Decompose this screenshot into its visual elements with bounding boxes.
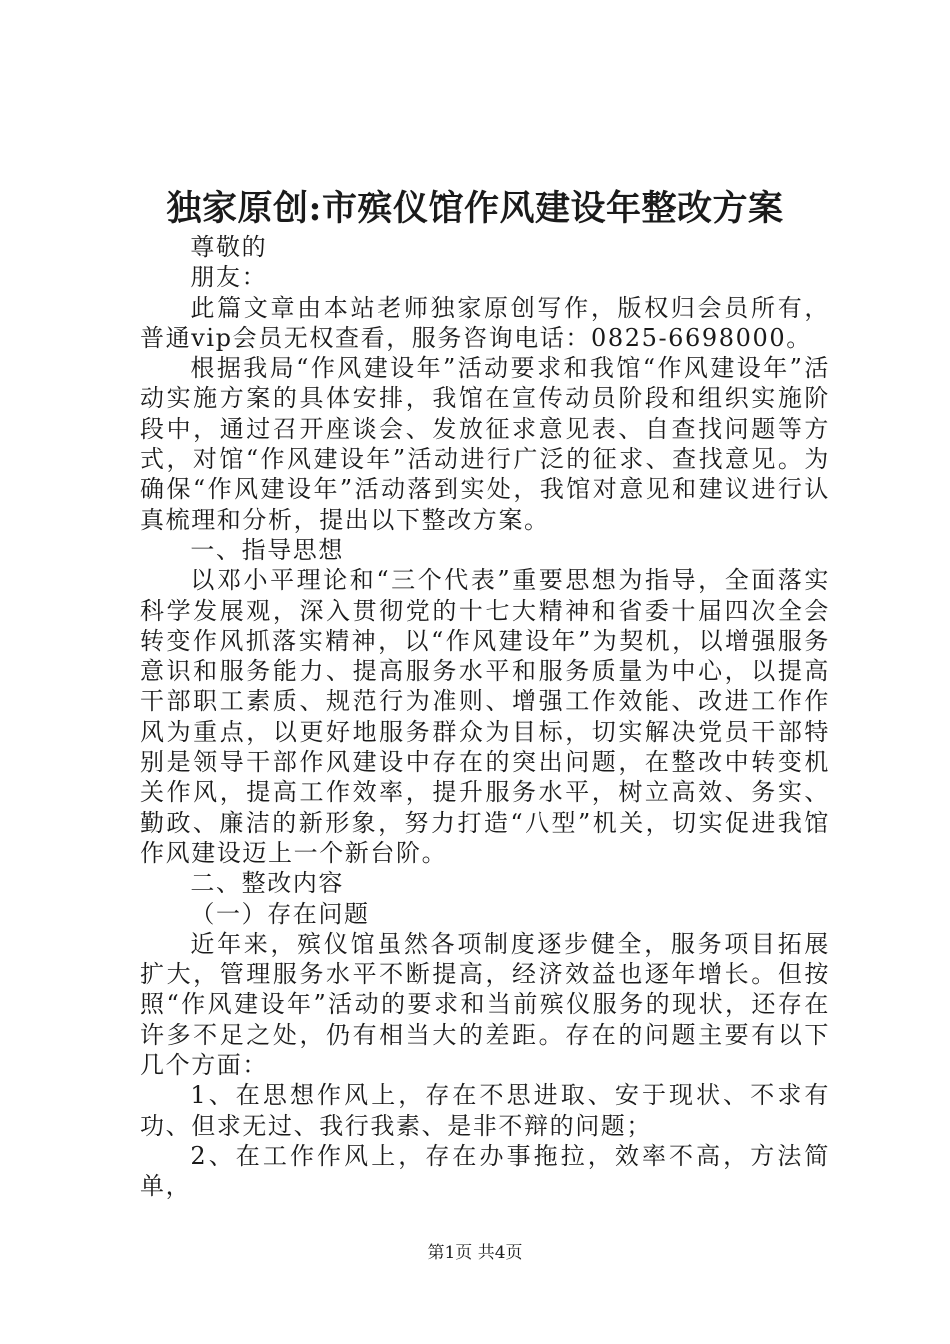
problem-item-1: 1、在思想作风上，存在不思进取、安于现状、不求有功、但求无过、我行我素、是非不辩的问题； [140, 1081, 830, 1140]
intro-paragraph: 根据我局“作风建设年”活动要求和我馆“作风建设年”活动实施方案的具体安排，我馆在宣传动员阶段和组织实施阶段中，通过召开座谈会、发放征求意见表、自查找问题等方式，对馆“作风建设年”活动进行广泛的征求、查找意见。为确保“作风建设年”活动落到实处，我馆对意见和建议进行认真梳理和分析，提出以下整改方案。 [140, 354, 830, 534]
section-heading-guiding-ideology: 一、指导思想 [190, 535, 344, 564]
problem-item-2: 2、在工作作风上，存在办事拖拉，效率不高，方法简单， [140, 1141, 830, 1201]
page-number-footer: 第1页 共4页 [427, 1243, 523, 1263]
existing-problems-paragraph: 近年来，殡仪馆虽然各项制度逐步健全，服务项目拓展扩大，管理服务水平不断提高，经济效益也逐年增长。但按照“作风建设年”活动的要求和当前殡仪服务的现状，还存在许多不足之处，仍有相当大的差距。存在的问题主要有以下几个方面： [140, 929, 830, 1080]
copyright-notice: 此篇文章由本站老师独家原创写作，版权归会员所有，普通vip会员无权查看，服务咨询电话：0825-6698000。 [140, 293, 830, 352]
subsection-heading-existing-problems: （一）存在问题 [190, 899, 370, 928]
document-title: 独家原创:市殡仪馆作风建设年整改方案 [166, 188, 784, 229]
salutation-line-2: 朋友： [190, 263, 268, 292]
salutation-line-1: 尊敬的 [190, 233, 268, 261]
section-heading-rectification-content: 二、整改内容 [190, 869, 344, 898]
document-body [140, 232, 830, 1202]
guiding-ideology-paragraph: 以邓小平理论和“三个代表”重要思想为指导，全面落实科学发展观，深入贯彻党的十七大精神和省委十届四次全会转变作风抓落实精神，以“作风建设年”为契机，以增强服务意识和服务能力、提高服务水平和服务质量为中心，以提高干部职工素质、规范行为准则、增强工作效能、改进工作作风为重点，以更好地服务群众为目标，切实解决党员干部特别是领导干部作风建设中存在的突出问题，在整改中转变机关作风，提高工作效率，提升服务水平，树立高效、务实、勤政、廉洁的新形象，努力打造“八型”机关，切实促进我馆作风建设迈上一个新台阶。 [140, 566, 830, 867]
